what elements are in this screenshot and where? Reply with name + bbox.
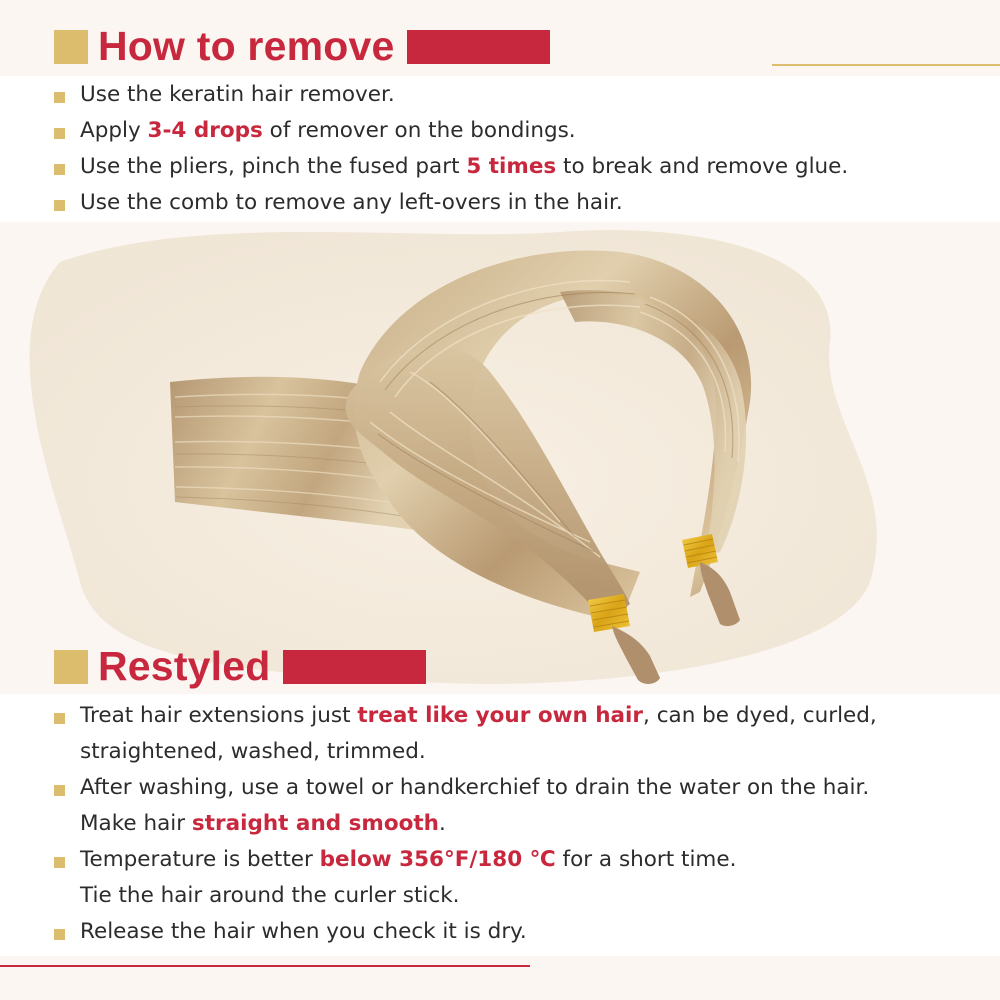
bullet-square-icon	[54, 857, 65, 868]
list-item: Temperature is better below 356°F/180 ℃ for a short time. Tie the hair around the curler stick.	[54, 842, 877, 914]
list-item: Use the keratin hair remover.	[54, 77, 848, 113]
bullet-square-icon	[54, 92, 65, 103]
bullet-square-icon	[54, 200, 65, 211]
list-item: Release the hair when you check it is dry.	[54, 914, 877, 950]
hair-extension-product-image	[0, 222, 1000, 694]
list-item: Apply 3-4 drops of remover on the bondings.	[54, 113, 848, 149]
restyled-title-row	[54, 643, 426, 689]
red-title-bar	[283, 650, 426, 684]
gold-square-icon	[54, 650, 88, 684]
bullet-square-icon	[54, 929, 65, 940]
gold-square-icon	[54, 30, 88, 64]
remove-title-row	[54, 23, 550, 69]
red-title-bar	[407, 30, 550, 64]
list-item: Treat hair extensions just treat like your own hair, can be dyed, curled, straightened, washed, trimmed.	[54, 698, 877, 770]
bullet-square-icon	[54, 785, 65, 796]
bullet-square-icon	[54, 164, 65, 175]
restyled-title: Restyled	[98, 643, 271, 689]
bullet-square-icon	[54, 713, 65, 724]
list-item: Use the comb to remove any left-overs in the hair.	[54, 185, 848, 221]
list-item: Use the pliers, pinch the fused part 5 times to break and remove glue.	[54, 149, 848, 185]
remove-steps-list	[54, 77, 848, 221]
top-right-divider	[772, 64, 1000, 66]
remove-title: How to remove	[98, 23, 395, 69]
list-item: After washing, use a towel or handkerchief to drain the water on the hair. Make hair straight and smooth.	[54, 770, 877, 842]
restyled-tips-list	[54, 698, 877, 950]
bottom-left-divider	[0, 965, 530, 967]
bullet-square-icon	[54, 128, 65, 139]
